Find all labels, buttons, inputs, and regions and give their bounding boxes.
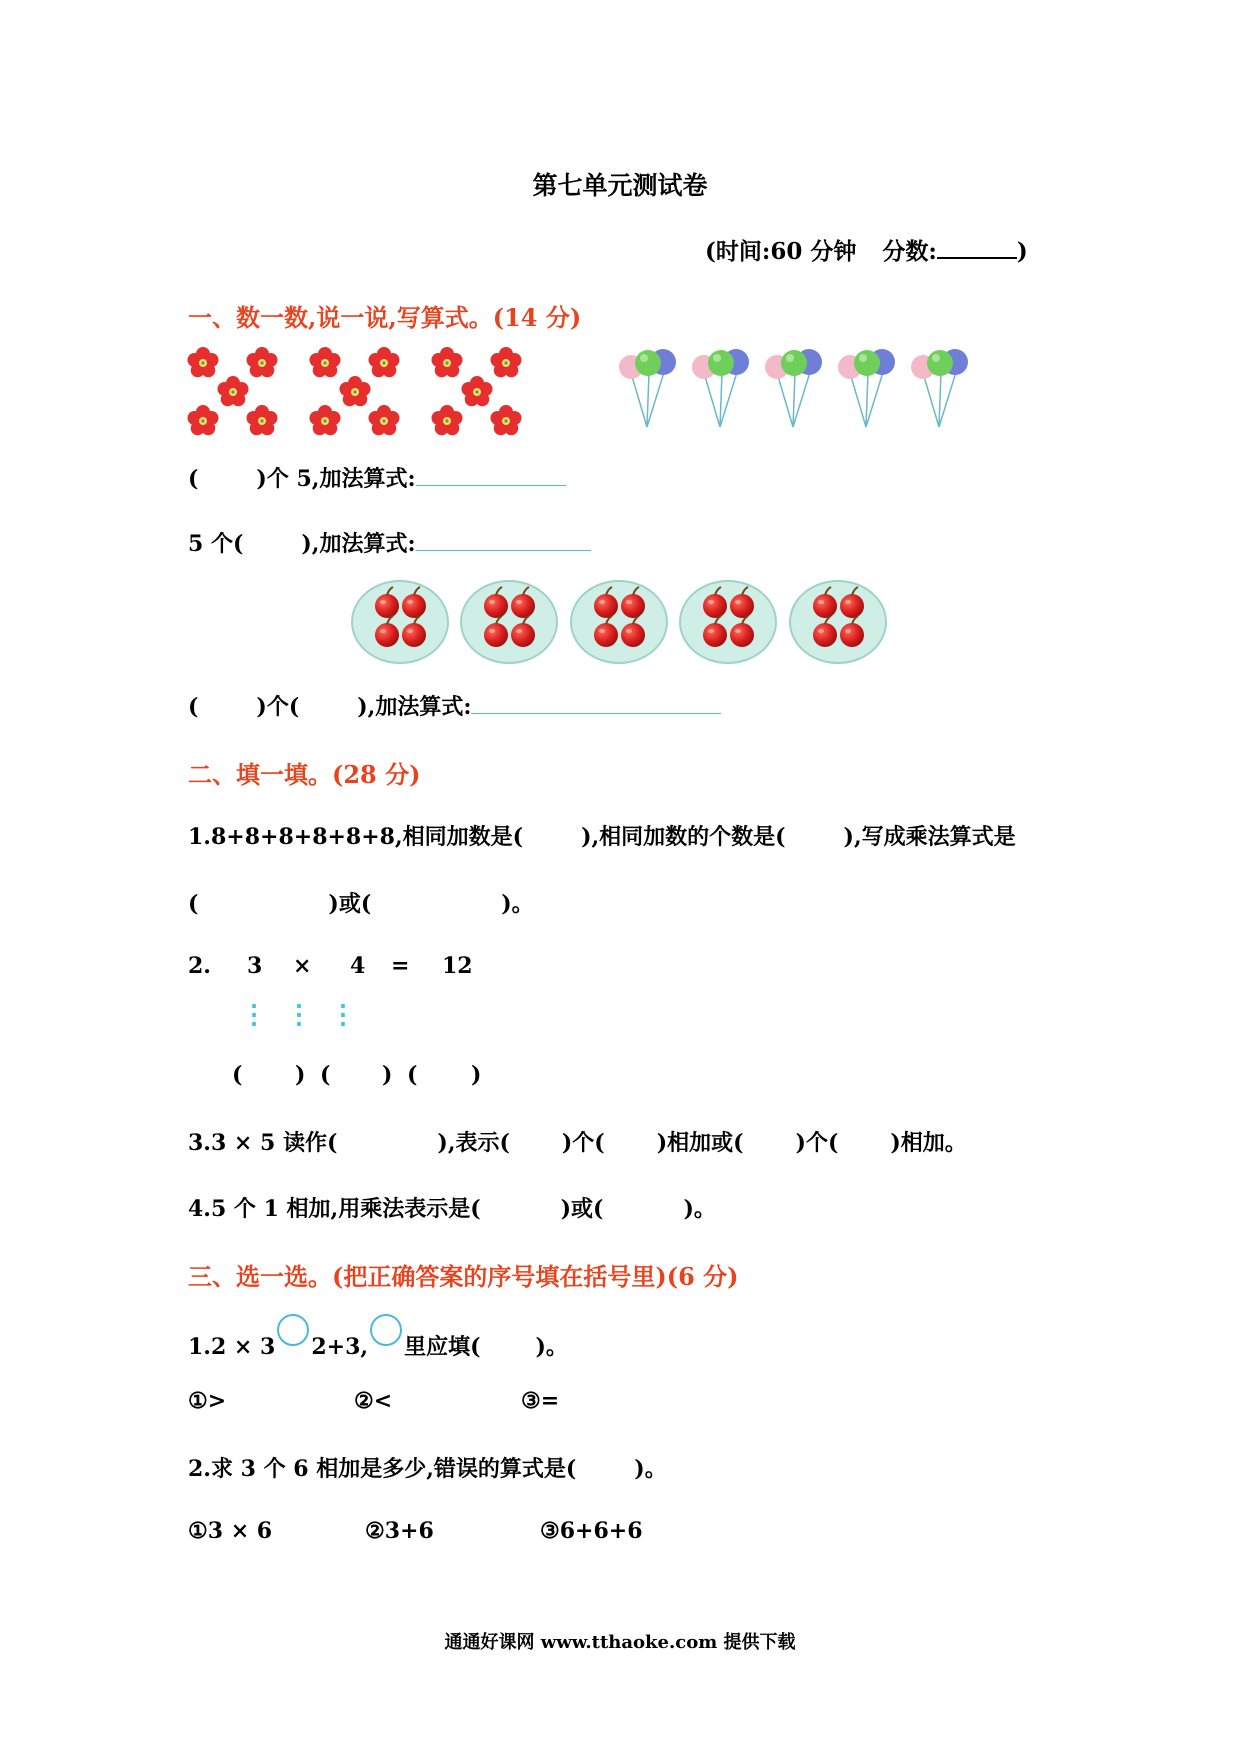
s2-q1-line1: 1.8+8+8+8+8+8,相同加数是( ),相同加数的个数是( ),写成乘法算式是 <box>188 824 1016 850</box>
flower-group-2 <box>310 347 400 435</box>
flower-group-3 <box>432 347 522 435</box>
factor-a: 3 <box>247 953 263 979</box>
s3-q1-option-3[interactable]: ③= <box>521 1388 560 1414</box>
s2-q1-line2: ( )或( )。 <box>188 891 534 917</box>
answer-line[interactable] <box>471 691 721 714</box>
s2-q4: 4.5 个 1 相加,用乘法表示是( )或( )。 <box>188 1196 716 1222</box>
s3-q1: 1.2 × 3 2+3, 里应填( )。 <box>188 1322 568 1361</box>
dots-3: ⋮ <box>330 1000 356 1030</box>
s3-q2: 2.求 3 个 6 相加是多少,错误的算式是( )。 <box>188 1456 667 1482</box>
s2-q3: 3.3 × 5 读作( ),表示( )个( )相加或( )个( )相加。 <box>188 1130 967 1156</box>
s3-q2-option-2[interactable]: ②3+6 <box>365 1518 434 1544</box>
compare-circle-icon[interactable] <box>277 1314 309 1346</box>
paren-open-2: ( <box>320 1062 331 1088</box>
paren-open-1: ( <box>232 1062 243 1088</box>
factor-b: 4 <box>350 953 366 979</box>
plate-5 <box>790 581 886 663</box>
dots-1: ⋮ <box>241 1000 267 1030</box>
exam-meta: (时间:60 分钟 分数: ) <box>705 238 1028 265</box>
answer-line[interactable] <box>416 463 566 486</box>
flower-groups <box>186 345 536 440</box>
s3-q1-option-2[interactable]: ②< <box>354 1388 393 1414</box>
paren-close-3: ) <box>471 1062 482 1088</box>
section-1-heading: 一、数一数,说一说,写算式。(14 分) <box>188 303 582 332</box>
section-2-heading: 二、填一填。(28 分) <box>188 760 421 789</box>
flower-group-1 <box>188 347 278 435</box>
answer-line[interactable] <box>416 528 591 551</box>
time-label: (时间:60 分钟 <box>705 238 857 265</box>
plate-1 <box>352 581 448 663</box>
s1-q2: 5 个( ),加法算式: <box>188 527 591 558</box>
score-blank[interactable] <box>937 237 1017 259</box>
apple-plates <box>351 578 891 666</box>
s2-q2-num: 2. <box>188 953 211 979</box>
equals-sign: = <box>391 953 410 979</box>
product: 12 <box>442 953 473 979</box>
plate-2 <box>461 581 557 663</box>
section-3-heading: 三、选一选。(把正确答案的序号填在括号里)(6 分) <box>188 1262 739 1291</box>
score-label: 分数: <box>882 238 937 265</box>
s3-q2-option-1[interactable]: ①3 × 6 <box>188 1518 273 1544</box>
plate-4 <box>680 581 776 663</box>
balloon-groups <box>617 345 987 430</box>
paren-close-2: ) <box>382 1062 393 1088</box>
footer-credit: 通通好课网 www.tthaoke.com 提供下载 <box>444 1632 796 1653</box>
s1-q3: ( )个( ),加法算式: <box>188 690 721 721</box>
paren-close-1: ) <box>295 1062 306 1088</box>
s3-q1-option-1[interactable]: ①> <box>188 1388 227 1414</box>
times-sign: × <box>293 953 312 979</box>
s3-q2-option-3[interactable]: ③6+6+6 <box>540 1518 643 1544</box>
compare-circle-icon[interactable] <box>370 1314 402 1346</box>
s1-q1: ( )个 5,加法算式: <box>188 462 566 493</box>
paren-open-3: ( <box>407 1062 418 1088</box>
dots-2: ⋮ <box>286 1000 312 1030</box>
page-title: 第七单元测试卷 <box>532 171 708 200</box>
plate-3 <box>571 581 667 663</box>
